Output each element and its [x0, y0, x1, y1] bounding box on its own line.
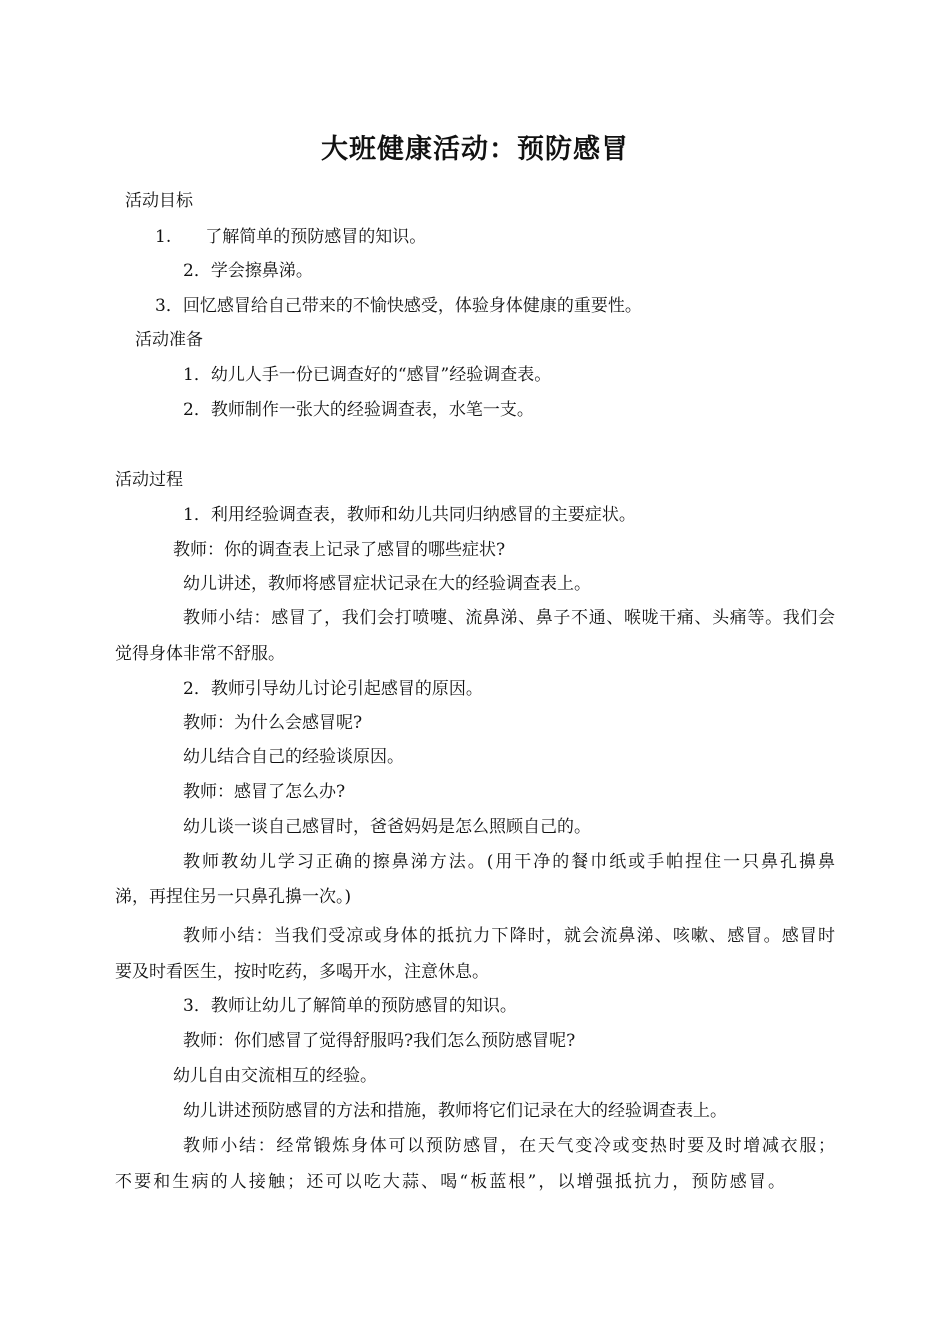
process-paragraph: 教师小结：当我们受凉或身体的抵抗力下降时，就会流鼻涕、咳嗽、感冒。感冒时 — [183, 926, 835, 946]
process-paragraph: 幼儿结合自己的经验谈原因。 — [183, 747, 404, 767]
process-paragraph: 幼儿讲述，教师将感冒症状记录在大的经验调查表上。 — [183, 574, 591, 594]
process-paragraph: 教师教幼儿学习正确的擦鼻涕方法。(用干净的餐巾纸或手帕捏住一只鼻孔擤鼻 — [183, 852, 835, 872]
document-title: 大班健康活动：预防感冒 — [321, 134, 629, 165]
process-paragraph: 教师小结：经常锻炼身体可以预防感冒，在天气变冷或变热时要及时增减衣服； — [183, 1136, 835, 1156]
process-paragraph: 要及时看医生，按时吃药，多喝开水，注意休息。 — [115, 962, 489, 982]
process-paragraph: 教师：你的调查表上记录了感冒的哪些症状? — [173, 540, 506, 560]
preparation-item-1: 1．幼儿人手一份已调查好的“感冒”经验调查表。 — [183, 365, 552, 385]
process-paragraph: 教师：感冒了怎么办? — [183, 782, 346, 802]
process-paragraph: 觉得身体非常不舒服。 — [115, 644, 285, 664]
goal-item-1: 1. 了解简单的预防感冒的知识。 — [155, 227, 427, 247]
section-heading-process: 活动过程 — [115, 470, 183, 490]
process-paragraph: 不要和生病的人接触；还可以吃大蒜、喝“板蓝根”，以增强抵抗力，预防感冒。 — [115, 1172, 785, 1192]
process-paragraph: 1．利用经验调查表，教师和幼儿共同归纳感冒的主要症状。 — [183, 505, 636, 525]
process-paragraph: 幼儿谈一谈自己感冒时，爸爸妈妈是怎么照顾自己的。 — [183, 817, 591, 837]
process-paragraph: 教师小结：感冒了，我们会打喷嚏、流鼻涕、鼻子不通、喉咙干痛、头痛等。我们会 — [183, 608, 835, 628]
process-paragraph: 教师：为什么会感冒呢? — [183, 713, 363, 733]
goal-item-2: 2．学会擦鼻涕。 — [183, 261, 313, 281]
process-paragraph: 幼儿自由交流相互的经验。 — [173, 1066, 377, 1086]
preparation-item-2: 2．教师制作一张大的经验调查表，水笔一支。 — [183, 400, 534, 420]
section-heading-preparation: 活动准备 — [135, 330, 203, 350]
process-paragraph: 涕，再捏住另一只鼻孔擤一次。) — [115, 887, 352, 907]
process-paragraph: 3．教师让幼儿了解简单的预防感冒的知识。 — [183, 996, 517, 1016]
process-paragraph: 2．教师引导幼儿讨论引起感冒的原因。 — [183, 679, 483, 699]
process-paragraph: 教师：你们感冒了觉得舒服吗?我们怎么预防感冒呢? — [183, 1031, 576, 1051]
section-heading-goals: 活动目标 — [125, 191, 193, 211]
process-paragraph: 幼儿讲述预防感冒的方法和措施，教师将它们记录在大的经验调查表上。 — [183, 1101, 727, 1121]
goal-item-3: 3．回忆感冒给自己带来的不愉快感受，体验身体健康的重要性。 — [155, 296, 642, 316]
